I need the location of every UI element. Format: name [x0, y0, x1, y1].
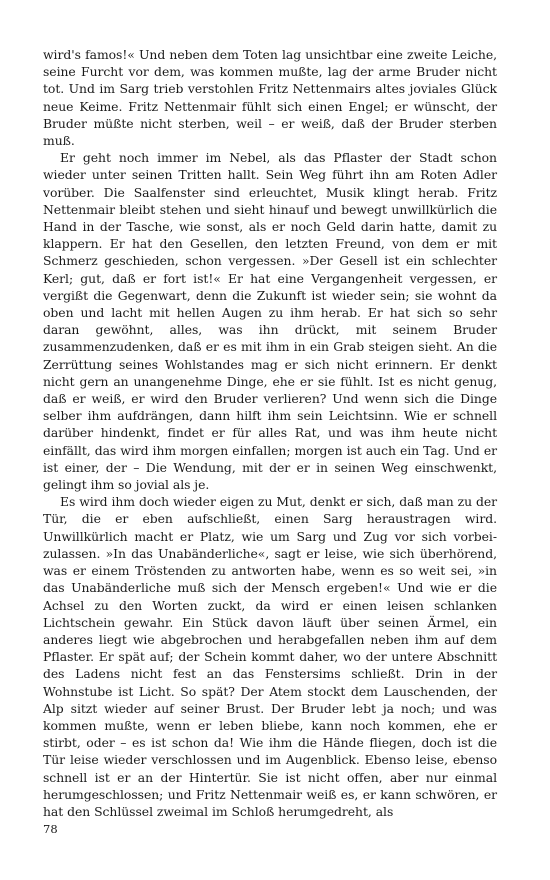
paragraph-3: Es wird ihm doch wieder eigen zu Mut, denkt er sich, daß man zu der Tür, die er eben aufschließt, einen Sarg heraustragen wird. Unwillkürlich macht er Platz, wie um Sarg und Zug vor sich vorbeizulassen. »In das Unabänderliche«, sagt er leise, wie sich überhörend, was er einem Tröstenden zu antworten habe, wenn es so weit sei, »in das Unabänderliche muß sich der Mensch ergeben!« Und wie er die Achsel zu den Worten zuckt, da wird er einen leisen schlanken Lichtschein gewahr. Ein Stück davon läuft über seinen Ärmel, ein anderes liegt wie abgebrochen und herabgefallen neben ihm auf dem Pflaster. Er spät auf; der Schein kommt daher, wo der untere Abschnitt des Ladens nicht fest an das Fenstersims schließt. Drin in der Wohnstube ist Licht. So spät? Der Atem stockt dem Lauschenden, der Alp sitzt wieder auf seiner Brust. Der Bruder lebt ja noch; und was kommen mußte, wenn er leben bliebe, kann noch kommen, ehe er stirbt, oder – es ist schon da! Wie ihm die Hände fliegen, doch ist die Tür leise wieder verschlossen und im Augenblick. Ebenso leise, ebenso schnell ist er an der Hintertür. Sie ist nicht offen, aber nur einmal herumgeschlossen; und Fritz Nettenmair weiß es, er kann schwören, er hat den Schlüssel zweimal im Schloß herumgedreht, als — [43, 494, 497, 819]
page-body — [43, 46, 497, 820]
page-number: 78 — [43, 822, 58, 836]
paragraph-2: Er geht noch immer im Nebel, als das Pflaster der Stadt schon wieder unter seinen Tritten hallt. Sein Weg führt ihn am Roten Adler vorüber. Die Saalfenster sind erleuchtet, Musik klingt herab. Fritz Nettenmair bleibt stehen und sieht hinauf und bewegt unwillkürlich die Hand in der Tasche, wie sonst, als er noch Geld darin hatte, damit zu klappern. Er hat den Gesellen, den letzten Freund, von dem er mit Schmerz geschieden, schon vergessen. »Der Gesell ist ein schlechter Kerl; gut, daß er fort ist!« Er hat eine Vergangenheit vergessen, er vergißt die Gegenwart, denn die Zukunft ist wieder sein; sie wohnt da oben und lacht mit hellen Augen zu ihm herab. Er hat sich so sehr daran gewöhnt, alles, was ihn drückt, mit seinem Bruder zusammenzudenken, daß er es mit ihm in ein Grab steigen sieht. An die Zerrüttung seines Wohlstandes mag er sich nicht erinnern. Er denkt nicht gern an unangenehme Dinge, ehe er sie fühlt. Ist es nicht genug, daß er weiß, er wird den Bruder verlieren? Und wenn sich die Dinge selber ihm aufdrängen, dann hilft ihm sein Leichtsinn. Wie er schnell darüber hindenkt, findet er für alles Rat, und was ihm heute nicht einfällt, das wird ihm morgen einfallen; morgen ist auch ein Tag. Und er ist einer, der – Die Wendung, mit der er in seinen Weg einschwenkt, gelingt ihm so jovial als je. — [43, 150, 497, 493]
paragraph-1: wird's famos!« Und neben dem Toten lag unsichtbar eine zweite Leiche, seine Furcht vor dem, was kommen mußte, lag der arme Bruder nicht tot. Und im Sarg trieb verstohlen Fritz Nettenmairs altes joviales Glück neue Keime. Fritz Nettenmair fühlt sich einen Engel; er wünscht, der Bruder müßte nicht sterben, weil – er weiß, daß der Bruder sterben muß. — [43, 47, 497, 149]
